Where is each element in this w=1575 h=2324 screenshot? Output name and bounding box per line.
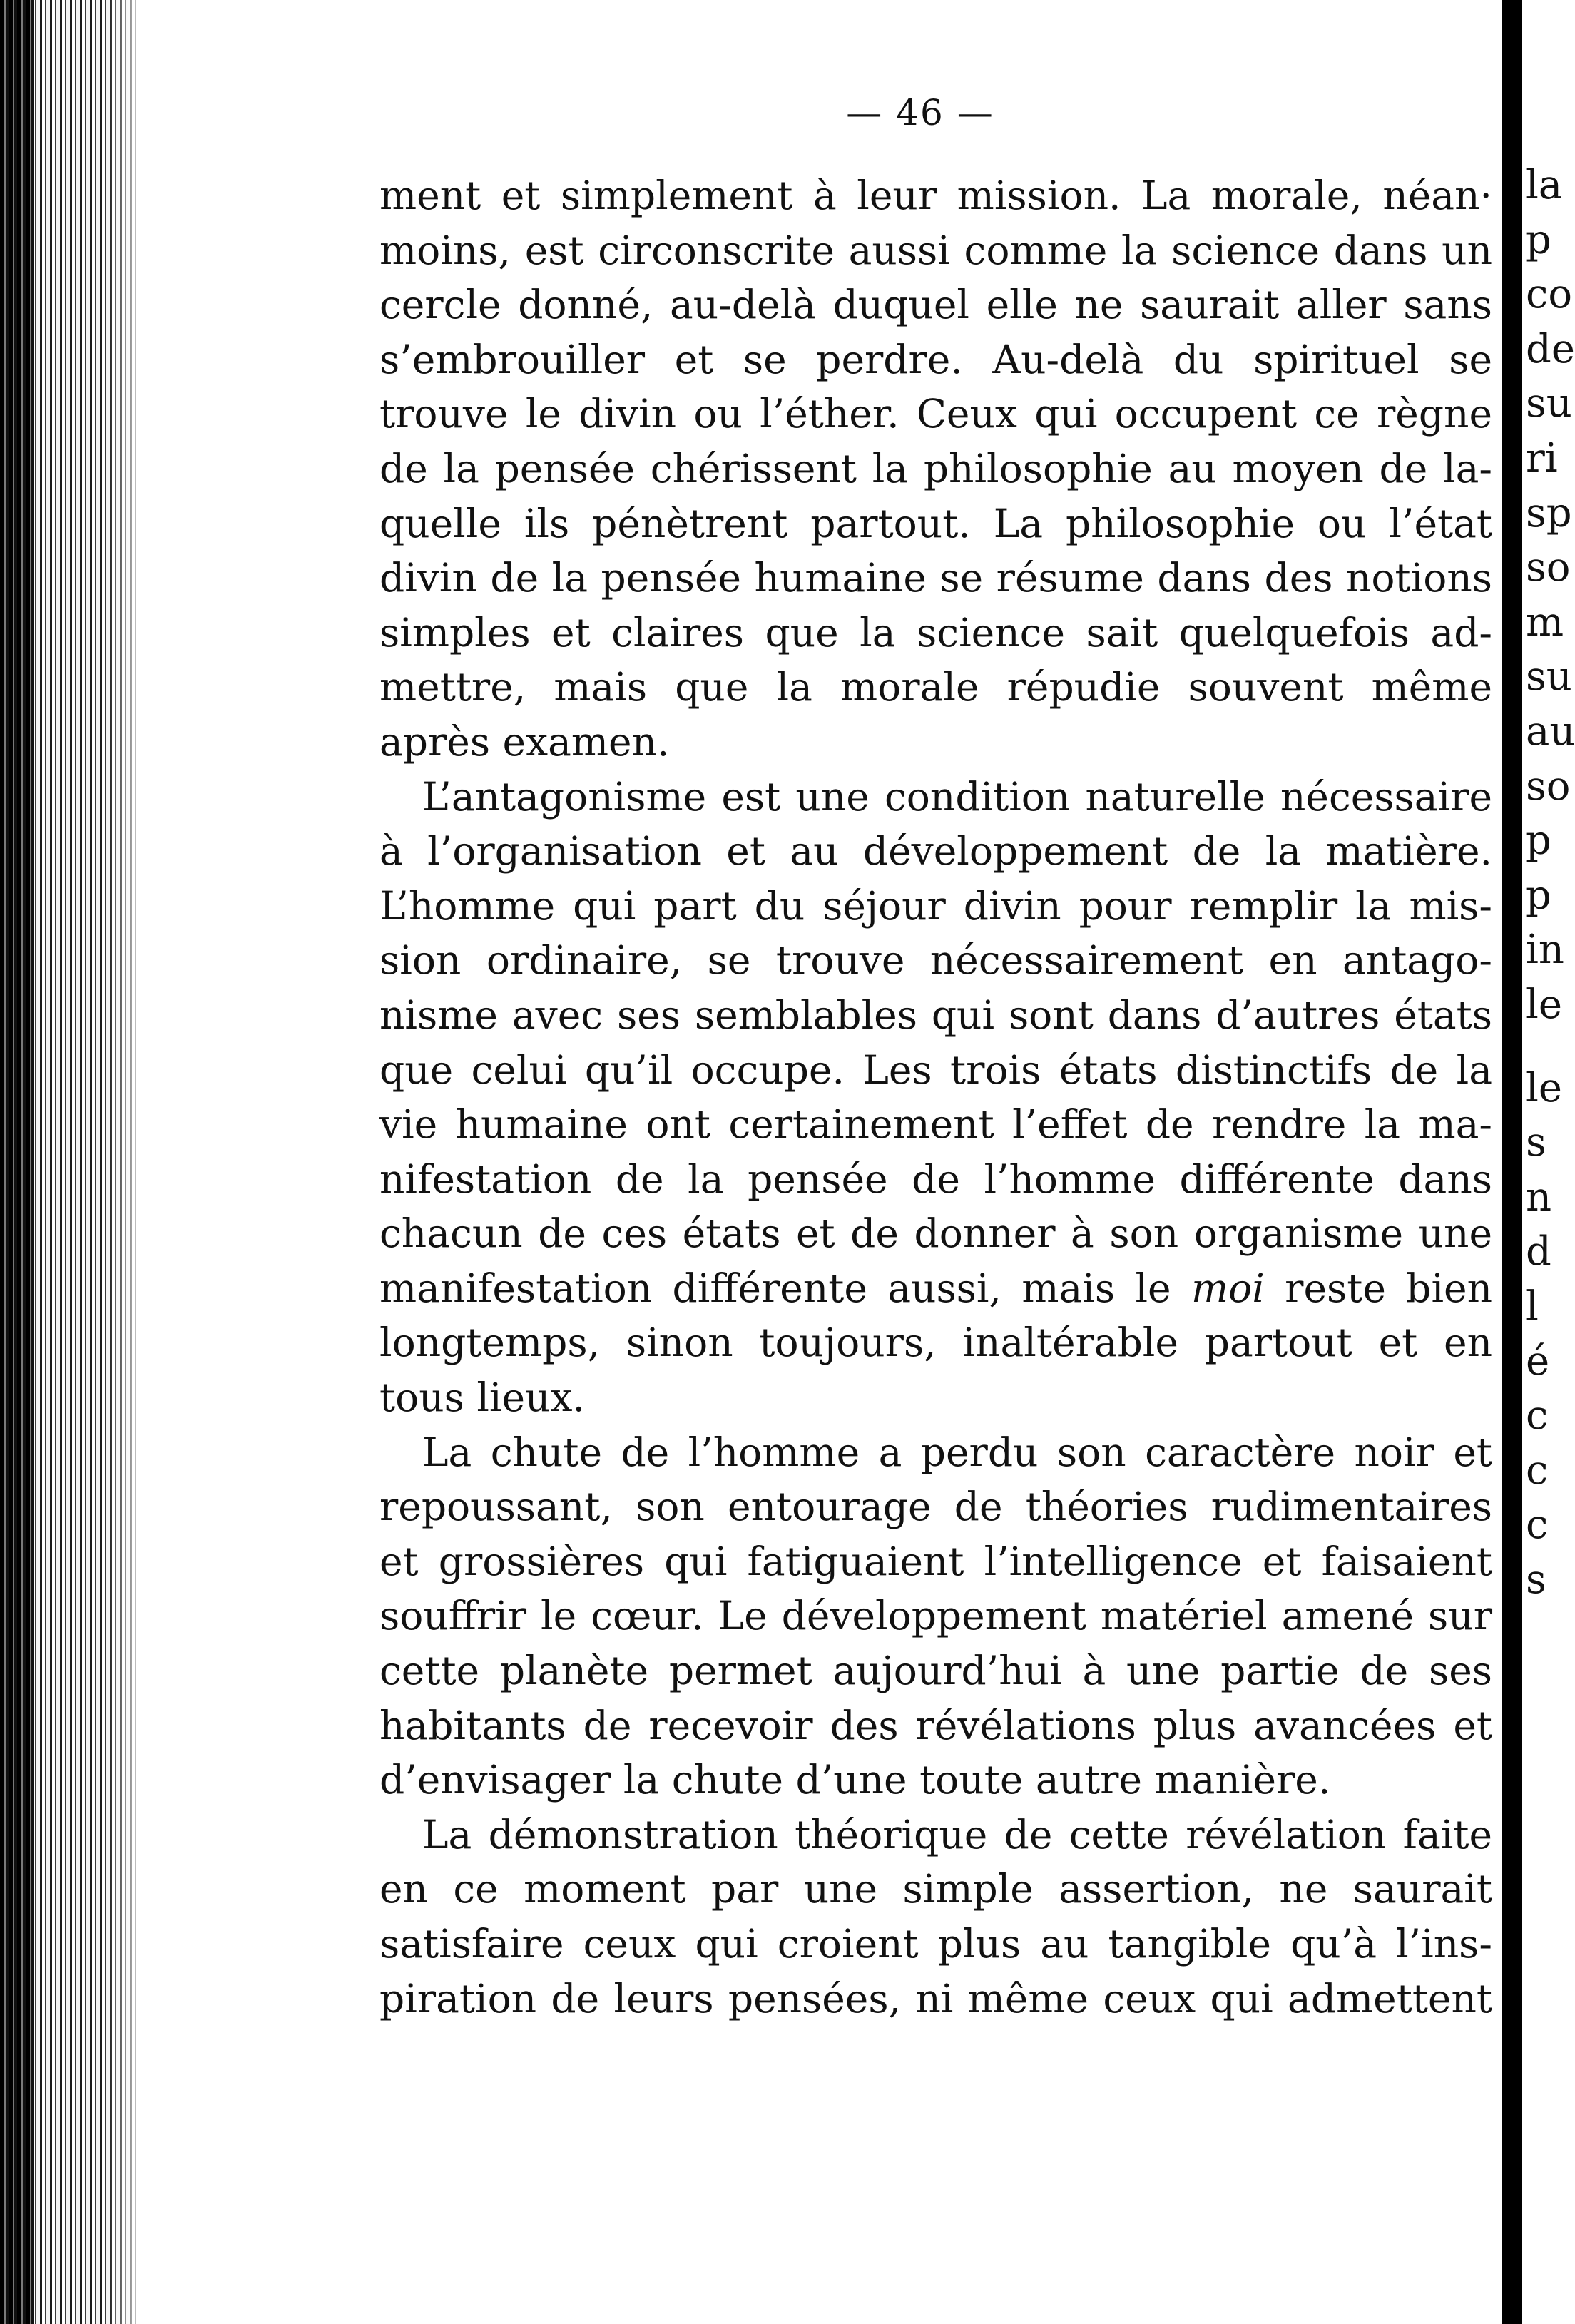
next-page-fragment: p [1526, 872, 1551, 919]
page-text [379, 168, 1492, 2026]
text-line: simples et claires que la science sait quelquefois ad- [379, 609, 1492, 656]
next-page-fragment: l [1526, 1283, 1539, 1330]
text-line: vie humaine ont certainement l’effet de rendre la ma- [379, 1101, 1492, 1148]
next-page-fragment: p [1526, 216, 1551, 263]
text-line: quelle ils pénètrent partout. La philosophie ou l’état [379, 500, 1492, 546]
text-line: chacun de ces états et de donner à son organisme une [379, 1211, 1492, 1257]
paragraph-2 [379, 770, 1492, 1425]
next-page-fragment: au [1526, 708, 1575, 755]
next-page-fragment: la [1526, 162, 1563, 208]
text-line: tous lieux. [379, 1375, 585, 1421]
text-line: La chute de l’homme a perdu son caractère noir et [422, 1429, 1492, 1475]
next-page-fragment: c [1526, 1392, 1549, 1439]
text-line: ment et simplement à leur mission. La morale, néan· [379, 173, 1492, 218]
next-page-fragment: n [1526, 1173, 1552, 1220]
next-page-fragment: so [1526, 763, 1571, 810]
text-fragment: reste bien [1285, 1265, 1493, 1311]
text-line: nisme avec ses semblables qui sont dans d’autres états [379, 992, 1492, 1038]
text-line: satisfaire ceux qui croient plus au tangible qu’à l’ins- [379, 1921, 1492, 1967]
next-page-fragment: de [1526, 325, 1575, 372]
text-line: divin de la pensée humaine se résume dans des notions [379, 555, 1492, 601]
paragraph-3 [379, 1425, 1492, 1808]
next-page-fragment: le [1526, 982, 1563, 1028]
text-line: L’homme qui part du séjour divin pour remplir la mis- [379, 882, 1492, 929]
next-page-fragment: so [1526, 544, 1571, 591]
next-page-fragment: p [1526, 817, 1551, 865]
text-line: sion ordinaire, se trouve nécessairement en antago- [379, 937, 1492, 984]
text-line-with-italic [379, 1261, 1492, 1316]
text-line: en ce moment par une simple assertion, ne saurait [379, 1866, 1492, 1912]
next-page-fragment: su [1526, 653, 1572, 700]
text-fragment: manifestation différente aussi, mais le [379, 1265, 1171, 1311]
next-page-fragment: é [1526, 1337, 1550, 1385]
next-page-fragment: co [1526, 271, 1573, 318]
text-line: à l’organisation et au développement de la matière. [379, 828, 1492, 875]
text-line: et grossières qui fatiguaient l’intelligence et faisaient [379, 1538, 1492, 1584]
text-line: cercle donné, au-delà duquel elle ne saurait aller sans [379, 282, 1492, 328]
next-page-fragment: c [1526, 1447, 1549, 1494]
next-page-fragment: ri [1526, 435, 1558, 481]
text-line: longtemps, sinon toujours, inaltérable partout et en [379, 1320, 1492, 1366]
text-line: La démonstration théorique de cette révélation faite [422, 1811, 1492, 1857]
next-page-fragment: m [1526, 598, 1564, 646]
text-line: nifestation de la pensée de l’homme différente dans [379, 1156, 1492, 1202]
text-line: trouve le divin ou l’éther. Ceux qui occupent ce règne [379, 391, 1492, 437]
text-line: d’envisager la chute d’une toute autre manière. [379, 1757, 1331, 1803]
text-line: souffrir le cœur. Le développement matériel amené sur [379, 1593, 1492, 1639]
next-page-fragment: le [1526, 1064, 1563, 1111]
next-page-fragment: sp [1526, 489, 1572, 536]
paragraph-1 [379, 168, 1492, 770]
book-binding-shadow [0, 0, 34, 2324]
text-line: de la pensée chérissent la philosophie au moyen de la- [379, 445, 1492, 491]
page-gutter [1502, 0, 1522, 2324]
text-line: piration de leurs pensées, ni même ceux qui admettent [379, 1975, 1492, 2022]
next-page-fragment: d [1526, 1228, 1551, 1275]
text-line: L’antagonisme est une condition naturelle nécessaire [422, 773, 1492, 820]
text-line: après examen. [379, 718, 670, 765]
next-page-fragment: s [1526, 1556, 1546, 1603]
next-page-fragment: su [1526, 380, 1572, 427]
italic-word: moi [1191, 1265, 1265, 1311]
text-line: habitants de recevoir des révélations plus avancées et [379, 1702, 1492, 1748]
text-line: que celui qu’il occupe. Les trois états distinctifs de la [379, 1046, 1492, 1093]
paragraph-4 [379, 1808, 1492, 2026]
next-page-fragment: c [1526, 1502, 1549, 1549]
binding-fade [107, 0, 150, 2324]
next-page-fragment: in [1526, 927, 1564, 974]
text-line: repoussant, son entourage de théories rudimentaires [379, 1484, 1492, 1530]
text-line: moins, est circonscrite aussi comme la science dans un [379, 227, 1492, 273]
text-line: cette planète permet aujourd’hui à une partie de ses [379, 1648, 1492, 1694]
text-line: mettre, mais que la morale répudie souvent même [379, 664, 1492, 710]
text-line: s’embrouiller et se perdre. Au-delà du spirituel se [379, 336, 1492, 382]
page-number: — 46 — [846, 92, 994, 133]
next-page-fragment: s [1526, 1119, 1546, 1166]
next-page-edge [1522, 0, 1575, 2324]
